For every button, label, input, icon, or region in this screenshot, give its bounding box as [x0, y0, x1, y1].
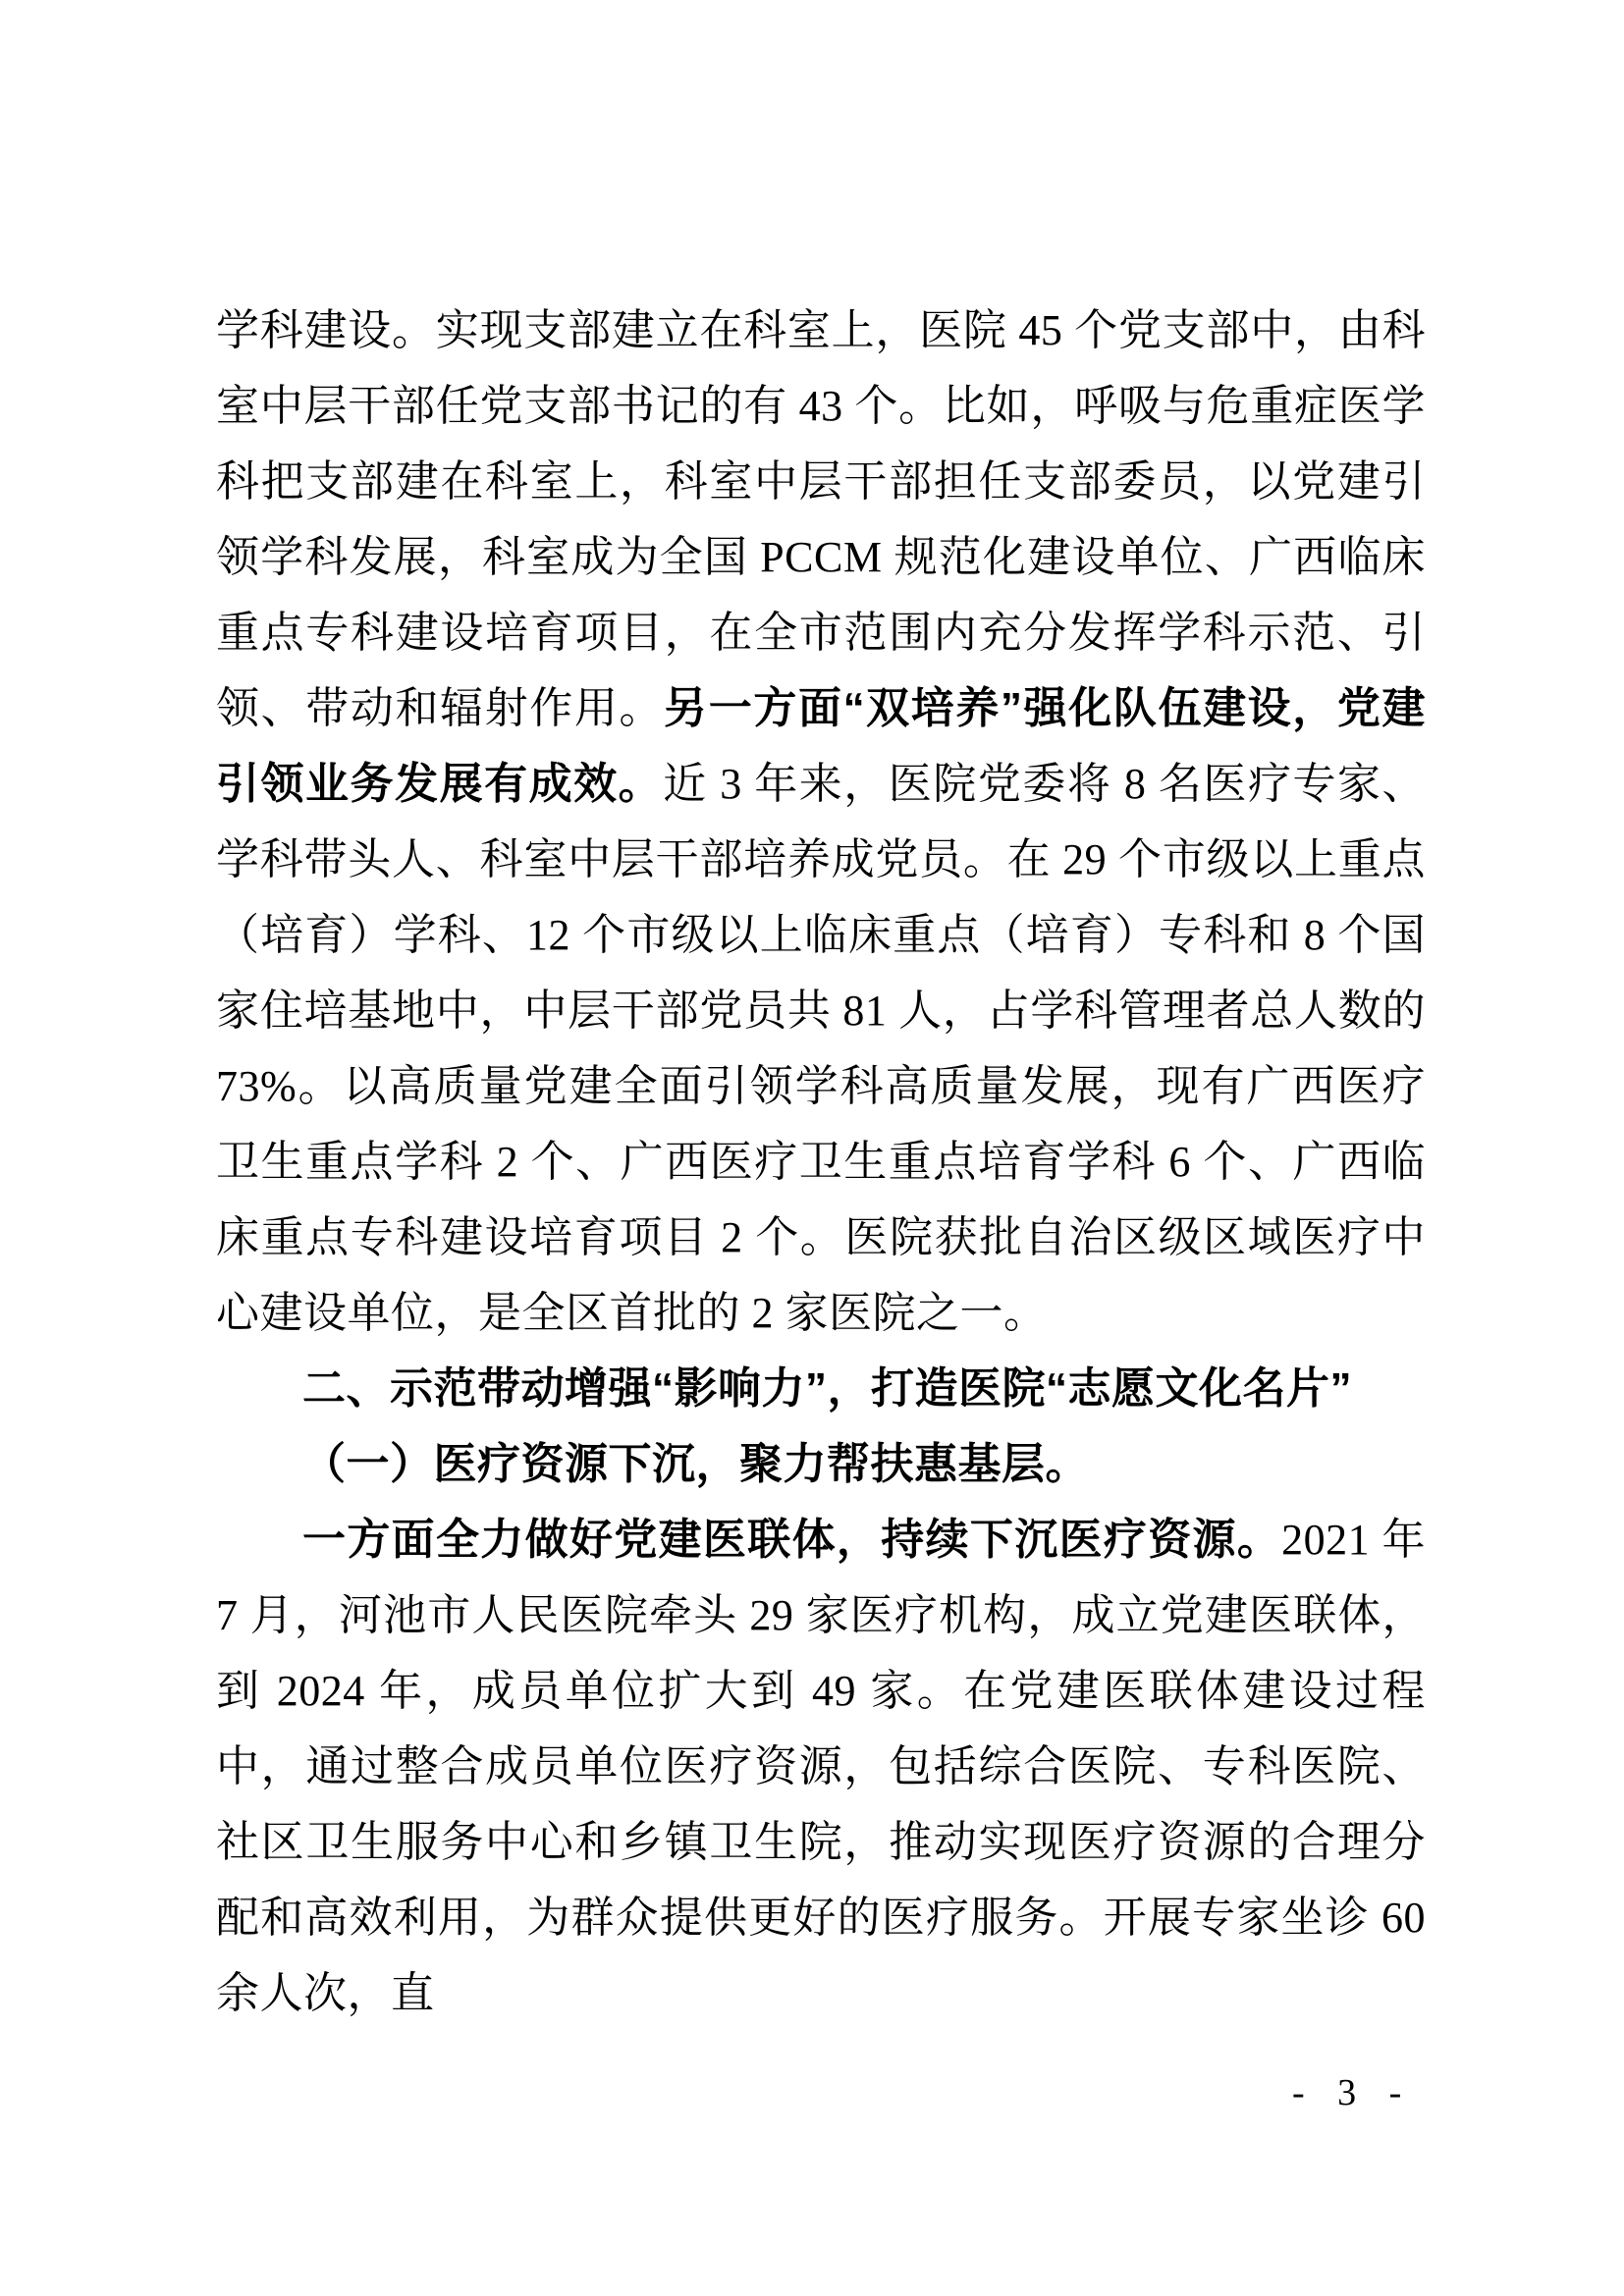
page-number: - 3 - — [1292, 2072, 1414, 2113]
page-body-text — [216, 293, 1426, 2031]
paragraph-party-branch-building — [216, 293, 1426, 1351]
paragraph-medical-alliance — [216, 1502, 1426, 2031]
text-run-kaiti-lead: 一方面全力做好党建医联体，持续下沉医疗资源。 — [302, 1516, 1282, 1564]
text-run-regular: 近 3 年来，医院党委将 8 名医疗专家、学科带头人、科室中层干部培养成党员。在 29 个市级以上重点（培育）学科、12 个市级以上临床重点（培育）专科和 8 个国家住培基地中，中层干部党员共 81 人，占学科管理者总人数的 73%。以高质量党建全面引领学科高质量发展，现有广西医疗卫生重点学科 2 个、广西医疗卫生重点培育学科 6 个、广西临床重点专科建设培育项目 2 个。医院获批自治区级区域医疗中心建设单位，是全区首批的 2 家医院之一。 — [216, 760, 1427, 1337]
text-run-regular: 2021 年 7 月，河池市人民医院牵头 29 家医疗机构，成立党建医联体，到 2024 年，成员单位扩大到 49 家。在党建医联体建设过程中，通过整合成员单位医疗资源，包括综合医院、专科医院、社区卫生服务中心和乡镇卫生院，推动实现医疗资源的合理分配和高效利用，为群众提供更好的医疗服务。开展专家坐诊 60 余人次，直 — [216, 1516, 1426, 2017]
section-heading-2: 二、示范带动增强“影响力”，打造医院“志愿文化名片” — [302, 1364, 1352, 1413]
text-run-bold-emphasis: 另一方面“双培养”强化队伍建设，党建引领业务发展有成效。 — [216, 684, 1427, 808]
subsection-heading-2-1: （一）医疗资源下沉，聚力帮扶惠基层。 — [302, 1440, 1089, 1488]
text-run-regular: 学科建设。实现支部建立在科室上，医院 45 个党支部中，由科室中层干部任党支部书记的有 43 个。比如，呼吸与危重症医学科把支部建在科室上，科室中层干部担任支部委员，以党建引领学科发展，科室成为全国 PCCM 规范化建设单位、广西临床重点专科建设培育项目，在全市范围内充分发挥学科示范、引领、带动和辐射作用。 — [216, 306, 1426, 732]
